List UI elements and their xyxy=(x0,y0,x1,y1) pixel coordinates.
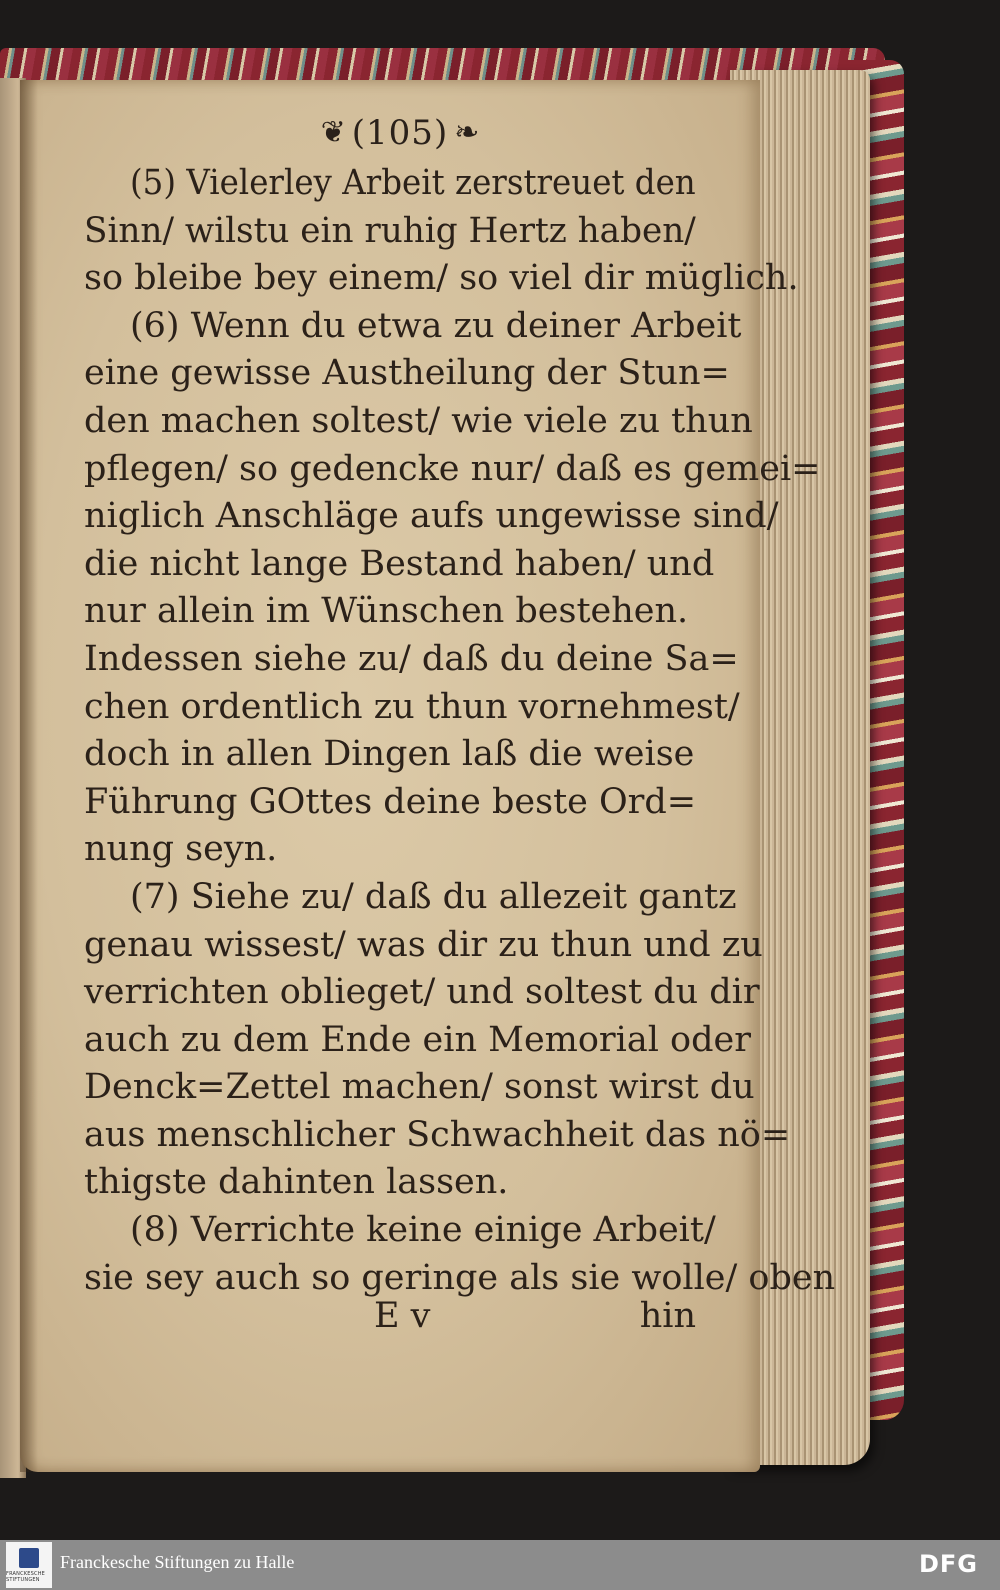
institution-logo[interactable] xyxy=(6,1542,52,1588)
institution-name[interactable]: Franckesche Stiftungen zu Halle xyxy=(60,1552,295,1572)
fleuron-right-icon: ❧ xyxy=(454,115,480,150)
text-line: pflegen/ so gedencke nur/ daß es gemei= xyxy=(84,448,821,489)
dfg-logo[interactable]: DFG xyxy=(918,1550,978,1578)
text-line: den machen soltest/ wie viele zu thun xyxy=(84,400,753,441)
text-line: chen ordentlich zu thun vornehmest/ xyxy=(84,686,740,727)
page-number: (105) xyxy=(351,113,449,153)
text-line: Führung GOttes deine beste Ord= xyxy=(84,781,697,822)
text-line: nur allein im Wünschen bestehen. xyxy=(84,591,689,632)
text-line: genau wissest/ was dir zu thun und zu xyxy=(84,924,763,965)
text-line: die nicht lange Bestand haben/ und xyxy=(84,543,715,584)
text-line: so bleibe bey einem/ so viel dir müglich. xyxy=(84,258,799,299)
text-line: sie sey auch so geringe als sie wolle/ oben xyxy=(84,1257,836,1298)
page-header xyxy=(300,108,500,158)
signature-mark: E v xyxy=(374,1296,431,1336)
text-line: (7) Siehe zu/ daß du allezeit gantz xyxy=(130,876,737,917)
fleuron-left-icon: ❦ xyxy=(320,115,346,150)
text-line: eine gewisse Austheilung der Stun= xyxy=(84,353,730,394)
text-line: aus menschlicher Schwachheit das nö= xyxy=(84,1114,791,1155)
text-line: (8) Verrichte keine einige Arbeit/ xyxy=(130,1210,716,1251)
text-line: (5) Vielerley Arbeit zerstreuet den xyxy=(130,163,696,203)
text-line: Sinn/ wilstu ein ruhig Hertz haben/ xyxy=(84,210,696,251)
page-body xyxy=(84,160,836,1302)
viewer-footer-bar xyxy=(0,1540,1000,1590)
text-line: niglich Anschläge aufs ungewisse sind/ xyxy=(84,496,779,537)
catchword: hin xyxy=(639,1296,696,1336)
text-line: Indessen siehe zu/ daß du deine Sa= xyxy=(84,638,739,679)
logo-icon xyxy=(19,1548,39,1568)
text-line: auch zu dem Ende ein Memorial oder xyxy=(84,1019,751,1060)
text-line: (6) Wenn du etwa zu deiner Arbeit xyxy=(130,305,742,346)
text-line: verrichten oblieget/ und soltest du dir xyxy=(84,972,760,1013)
text-line: nung seyn. xyxy=(84,829,278,870)
page-footer-line xyxy=(84,1296,696,1346)
page-gutter-shadow xyxy=(20,80,38,1472)
text-line: thigste dahinten lassen. xyxy=(84,1162,509,1203)
logo-text: FRANCKESCHE STIFTUNGEN xyxy=(6,1570,46,1583)
text-line: Denck=Zettel machen/ sonst wirst du xyxy=(84,1067,755,1108)
text-line: doch in allen Dingen laß die weise xyxy=(84,734,695,775)
